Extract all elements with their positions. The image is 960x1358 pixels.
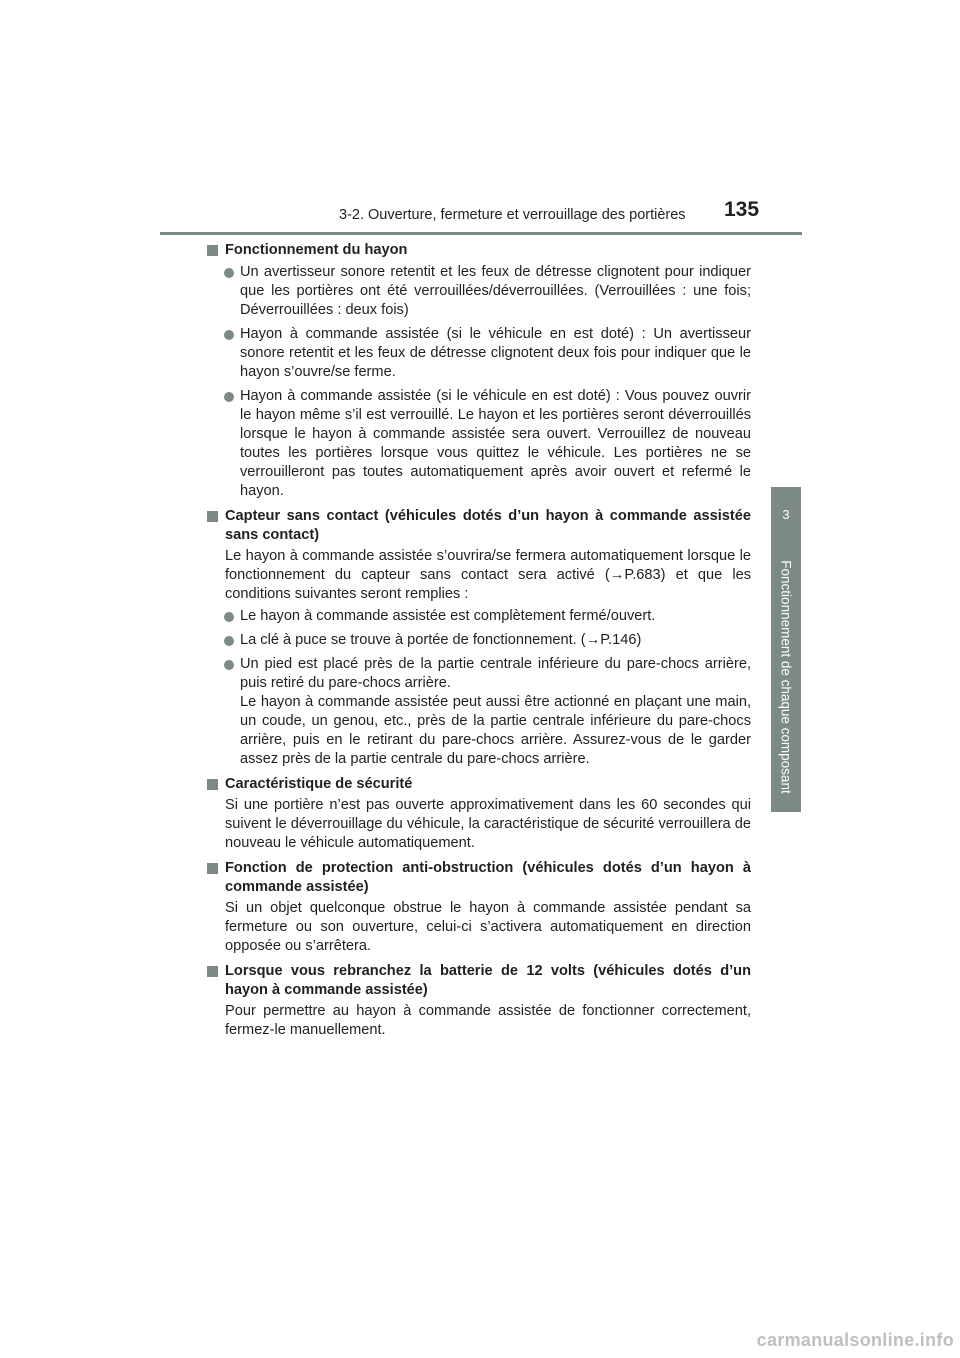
chapter-number-tab: 3	[771, 487, 801, 542]
list-item-text: Hayon à commande assistée (si le véhicule en est doté) : Un avertisseur sonore retentit et les feux de détresse clignotent deux fois pour indiquer que le hayon s’ouvre/se ferme.	[240, 326, 751, 380]
section-heading	[207, 859, 751, 897]
section-heading-text: Fonction de protection anti-obstruction (véhicules dotés d’un hayon à commande assistée)	[225, 860, 751, 895]
list-item-note: Le hayon à commande assistée peut aussi être actionné en plaçant une main, un coude, un genou, etc., près de la partie centrale inférieure du pare-chocs arrière, puis en le retirant du pare-chocs arrière. Assurez-vous de le garder assez près de la partie centrale du pare-chocs arrière.	[240, 694, 751, 767]
round-bullet-icon	[224, 636, 234, 646]
section-batterie	[207, 962, 751, 1040]
list-item	[207, 631, 751, 650]
section-securite	[207, 775, 751, 853]
paragraph-text: Pour permettre au hayon à commande assistée de fonctionner correctement, fermez-le manuellement.	[225, 1003, 751, 1038]
section-heading	[207, 962, 751, 1000]
square-bullet-icon	[207, 245, 218, 256]
section-paragraph	[207, 1002, 751, 1040]
square-bullet-icon	[207, 511, 218, 522]
list-item	[207, 387, 751, 501]
round-bullet-icon	[224, 268, 234, 278]
list-item	[207, 655, 751, 769]
section-heading	[207, 775, 751, 794]
square-bullet-icon	[207, 779, 218, 790]
section-heading	[207, 241, 751, 260]
round-bullet-icon	[224, 612, 234, 622]
square-bullet-icon	[207, 966, 218, 977]
chapter-label: Fonctionnement de chaque composant	[778, 560, 794, 794]
section-heading-text: Caractéristique de sécurité	[225, 776, 413, 792]
list-item	[207, 263, 751, 320]
section-heading-text: Lorsque vous rebranchez la batterie de 12 volts (véhicules dotés d’un hayon à commande assistée)	[225, 963, 751, 998]
section-anti-obstruction	[207, 859, 751, 956]
list-item-text: Un avertisseur sonore retentit et les feux de détresse clignotent pour indiquer que les portières ont été verrouillées/déverrouillées. (Verrouillées : une fois; Déverrouillées : deux fois)	[240, 264, 751, 318]
section-paragraph	[207, 796, 751, 853]
section-hayon	[207, 241, 751, 501]
paragraph-text: Le hayon à commande assistée s’ouvrira/se fermera automatiquement lorsque le fonctionnement du capteur sans contact sera activé (→P.683) et que les conditions suivantes seront remplies :	[225, 548, 751, 602]
square-bullet-icon	[207, 863, 218, 874]
round-bullet-icon	[224, 392, 234, 402]
section-title: 3-2. Ouverture, fermeture et verrouillage des portières	[339, 207, 686, 223]
list-item-text: Le hayon à commande assistée est complètement fermé/ouvert.	[240, 608, 656, 624]
round-bullet-icon	[224, 660, 234, 670]
page-content	[207, 241, 751, 1046]
list-item	[207, 325, 751, 382]
section-capteur	[207, 507, 751, 769]
section-paragraph	[207, 899, 751, 956]
chapter-label-tab	[771, 542, 801, 812]
section-heading	[207, 507, 751, 545]
page-number: 135	[724, 198, 760, 221]
header-rule	[160, 232, 802, 235]
list-item	[207, 607, 751, 626]
round-bullet-icon	[224, 330, 234, 340]
list-item-text: Un pied est placé près de la partie centrale inférieure du pare-chocs arrière, puis retiré du pare-chocs arrière.	[240, 656, 751, 691]
list-item-text: La clé à puce se trouve à portée de fonctionnement. (→P.146)	[240, 632, 642, 648]
watermark: carmanualsonline.info	[756, 1330, 954, 1350]
section-heading-text: Fonctionnement du hayon	[225, 242, 408, 258]
paragraph-text: Si un objet quelconque obstrue le hayon à commande assistée pendant sa fermeture ou son ouverture, celui-ci s’activera automatiquement en direction opposée ou s’arrêtera.	[225, 900, 751, 954]
list-item-text: Hayon à commande assistée (si le véhicule en est doté) : Vous pouvez ouvrir le hayon même s’il est verrouillé. Le hayon et les portières seront déverrouillés lorsque le hayon à commande assistée sera ouvert. Verrouillez de nouveau toutes les portières lorsque vous quittez le véhicule. Les portières ne se verrouilleront pas toutes automatiquement après avoir ouvert et refermé le hayon.	[240, 388, 751, 499]
section-paragraph	[207, 547, 751, 604]
paragraph-text: Si une portière n’est pas ouverte approximativement dans les 60 secondes qui suivent le déverrouillage du véhicule, la caractéristique de sécurité verrouillera de nouveau le véhicule automatiquement.	[225, 797, 751, 851]
section-heading-text: Capteur sans contact (véhicules dotés d’un hayon à commande assistée sans contact)	[225, 508, 751, 543]
